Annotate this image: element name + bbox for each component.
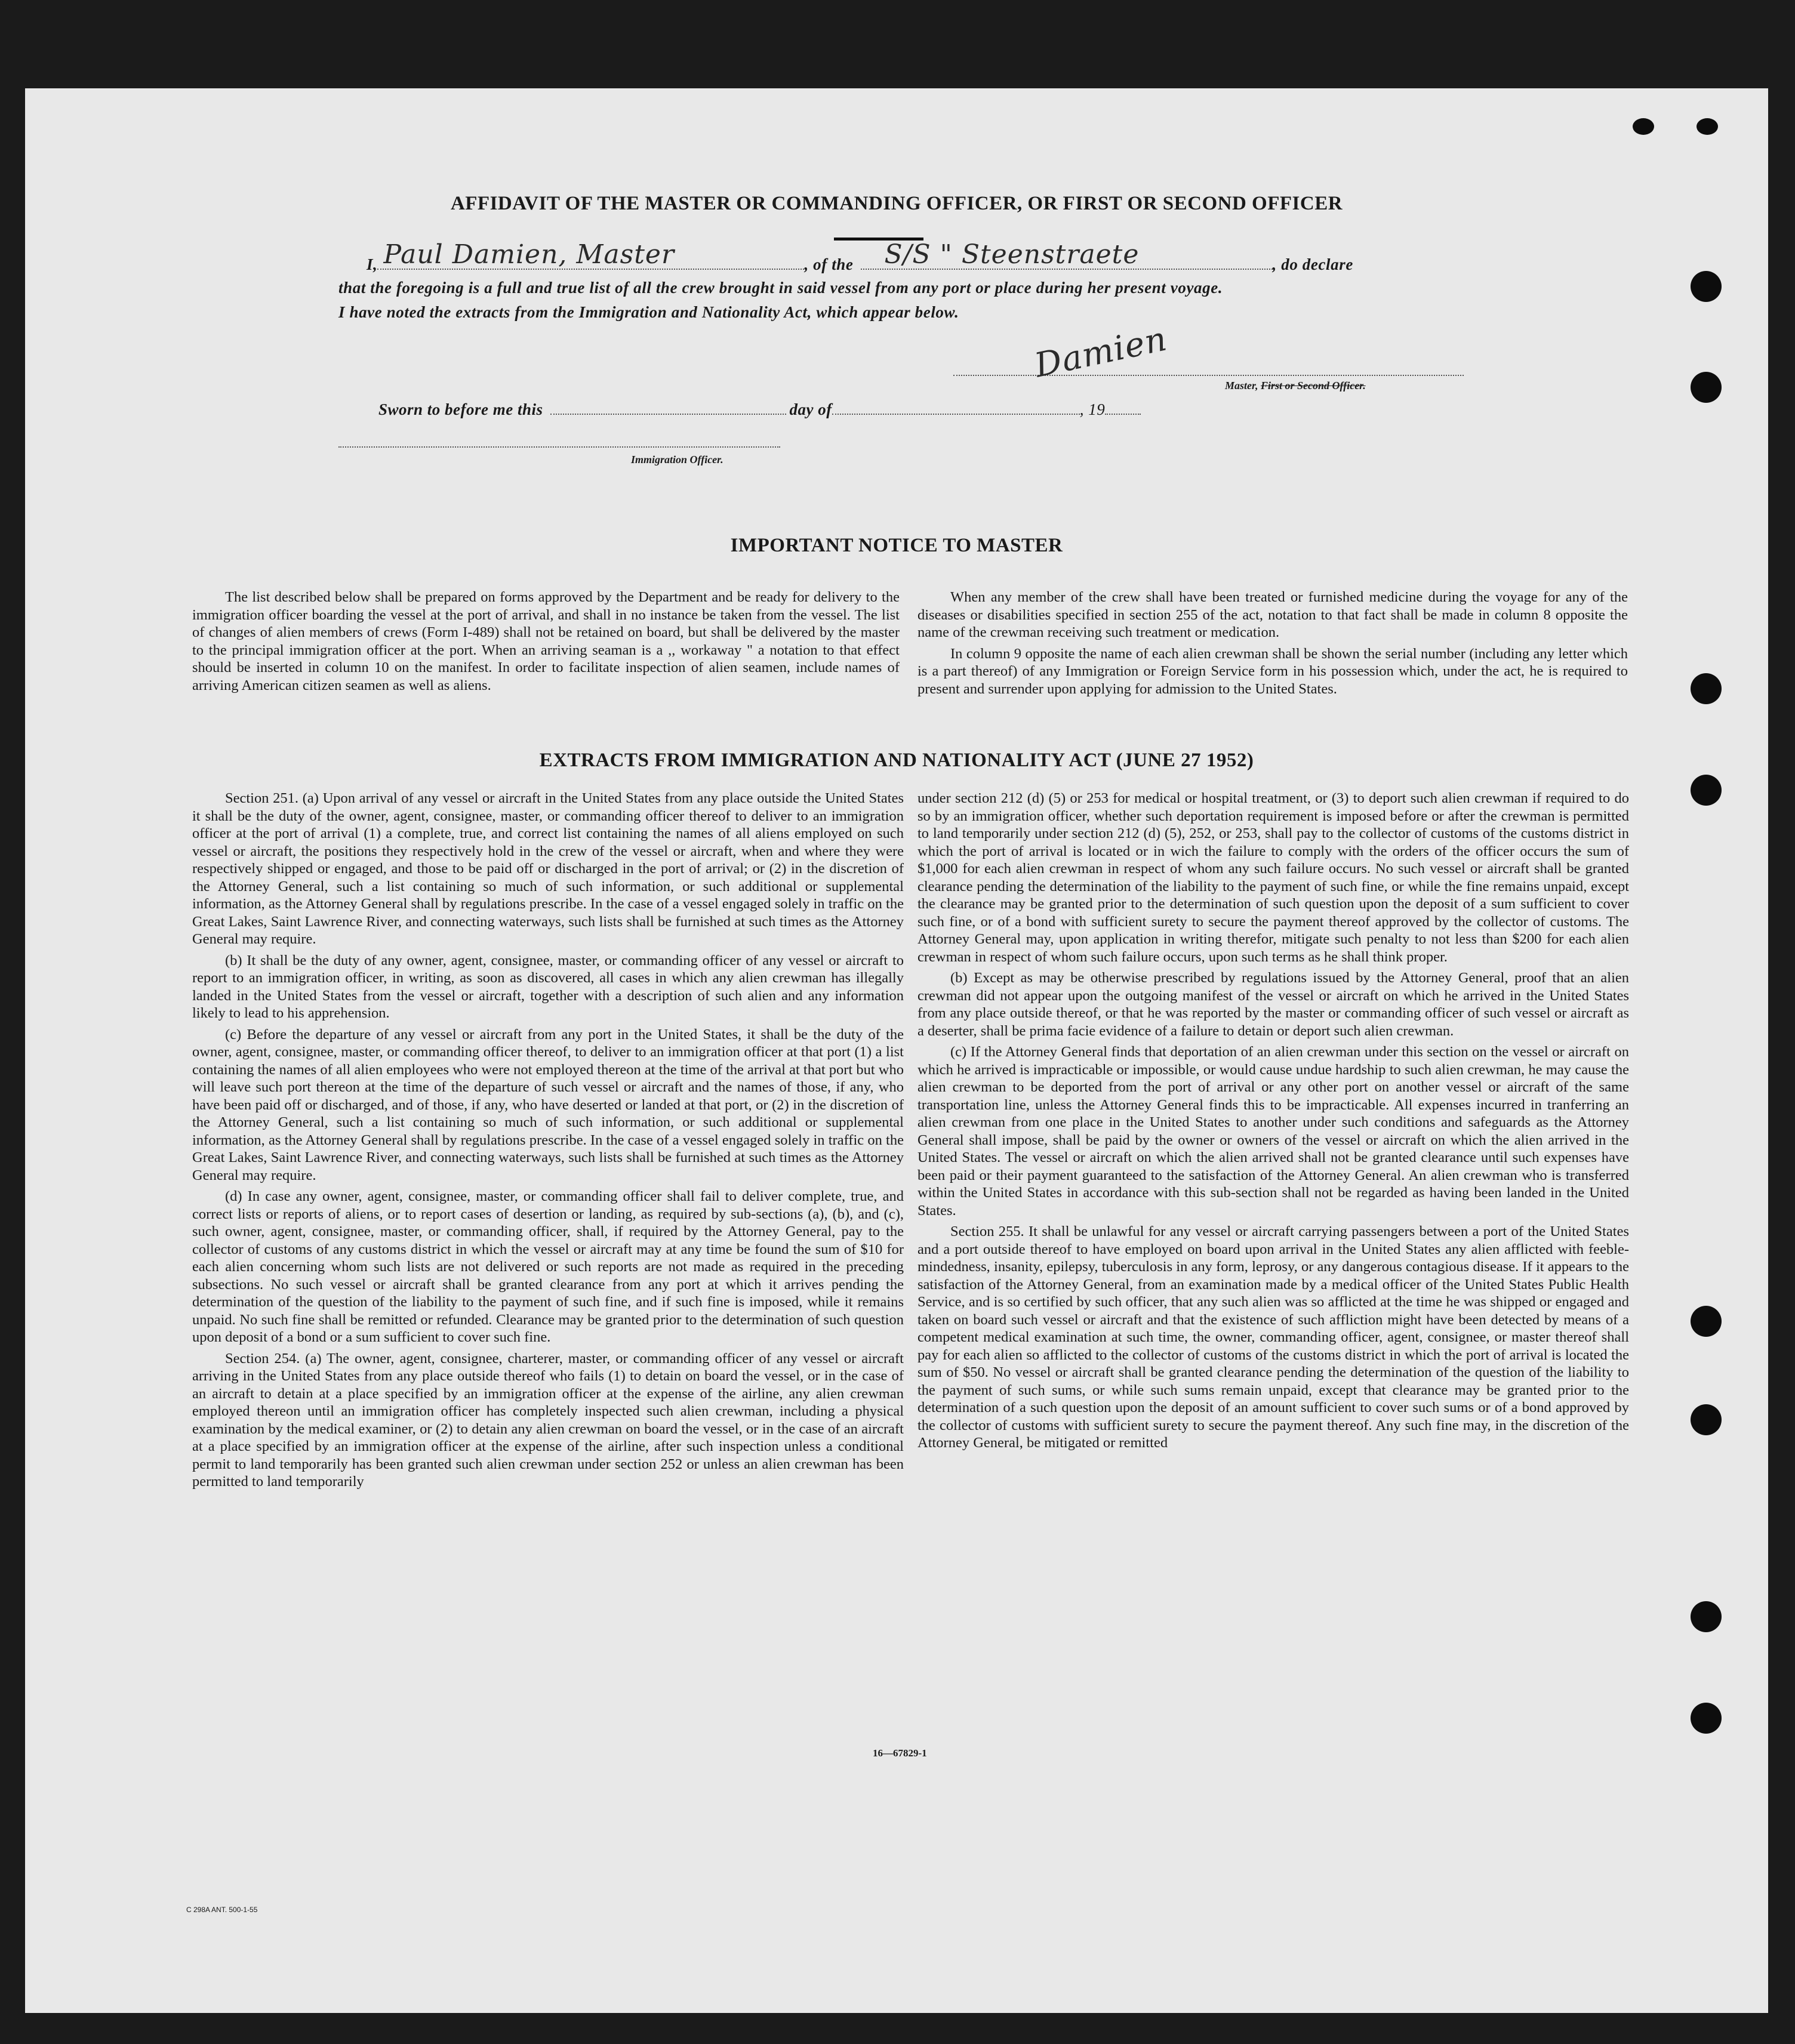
declaration-line-3: I have noted the extracts from the Immigration and Nationality Act, which appear below.: [338, 303, 959, 321]
extract-paragraph: Section 251. (a) Upon arrival of any vessel or aircraft in the United States from any place outside the United States it shall be the duty of the owner, agent, consignee, master, or commanding officer thereof to deliver to an immigration officer at the port of arrival (1) a complete, true, and correct list containing the names of all aliens employed on such vessel or aircraft, the positions they respectively hold in the crew of the vessel or aircraft, when and where they were respectively shipped or engaged, and those to be paid off or discharged in the port of arrival; or (2) in the discretion of the Attorney General, such a list containing so much of such information, or such additional or supplemental information, as the Attorney General shall by regulations prescribe. In the case of a vessel engaged solely in traffic on the Great Lakes, Saint Lawrence River, and connecting waterways, such lists shall be furnished at such times as the Attorney General may require.: [192, 790, 904, 947]
decl-prefix: I,: [367, 255, 378, 273]
punch-hole: [1691, 1601, 1722, 1632]
punch-hole: [1691, 1703, 1722, 1734]
notice-right-text-1: When any member of the crew shall have been treated or furnished medicine during the voyage for any of the diseases or disabilities specified in section 255 of the act, notation to that fact shall be made in column 8 opposite the name of the crewman receiving such treatment or medication.: [917, 589, 1628, 640]
extract-paragraph: (b) Except as may be otherwise prescribed by regulations issued by the Attorney General, proof that an alien crewman did not appear upon the outgoing manifest of the vessel or aircraft on which he arrived in the United States from any place outside thereof, or that he was reported by the master or commanding officer of such vessel or aircraft as a deserter, shall be prima facie evidence of a failure to detain or deport such alien crewman.: [917, 970, 1629, 1039]
struck-officer-label: First or Second Officer.: [1261, 380, 1366, 391]
year-text: , 19: [1079, 400, 1106, 418]
extract-paragraph: Section 255. It shall be unlawful for any vessel or aircraft carrying passengers between a port of the United States and a port outside thereof to have employed on board upon arrival in the United States any alien afflicted with feeble-mindedness, insanity, epilepsy, tuberculosis in any form, leprosy, or any dangerous contagious disease. If it appears to the satisfaction of the Attorney General, from an examination made by a medical officer of the United States Public Health Service, and is so certified by such officer, that any such alien was so afflicted at the time he was shipped or engaged and taken on board such vessel or aircraft and that the existence of such affliction might have been detected by means of a competent medical examination at such time, the owner, commanding officer, agent, consignee, or master thereof shall pay for each alien so afflicted to the collector of customs of the customs district in which the port of arrival is located the sum of $50. No vessel or aircraft shall be granted clearance pending the determination of the question of the liability to the payment of such sums, or while such sums remain unpaid, except that clearance may be granted prior to the determination of a such question upon the deposit of an amount sufficient to cover such sums or of a bond approved by the collector of customs with sufficient surety to secure the payment thereof. Any such fine may, in the discretion of the Attorney General, be mitigated or remitted: [917, 1223, 1629, 1451]
punch-hole: [1691, 372, 1722, 403]
document-page: [25, 88, 1768, 2013]
notice-left-column: [192, 588, 900, 698]
declaration-line-1: [338, 239, 1485, 274]
punch-hole: [1633, 118, 1654, 135]
sworn-month-field: [832, 396, 1080, 415]
sworn-text: Sworn to before me this: [378, 400, 543, 418]
extract-paragraph: Section 254. (a) The owner, agent, consignee, charterer, master, or commanding officer of any vessel or aircraft arriving in the United States from any place outside thereof who fails (1) to detain on board the vessel, or in the case of an aircraft to detain at a place specified by an immigration officer at the expense of the airline, any alien crewman employed thereon until an immigration officer has completely inspected such alien crewman, including a physical examination by the medical examiner, or (2) to detain any alien crewman on board the vessel, or in the case of an aircraft at a place specified by an immigration officer at the expense of the airline, after such inspection unless a conditional permit to land temporarily has been granted such alien crewman under section 252 or unless an alien crewman has been permitted to land temporarily: [192, 1350, 904, 1490]
day-of-text: day of: [789, 400, 832, 418]
handwritten-name: Paul Damien, Master: [383, 239, 675, 270]
declaration: [338, 239, 1485, 322]
punch-hole: [1697, 118, 1718, 135]
name-field: [377, 239, 804, 270]
handwritten-signature: Damien: [1031, 319, 1171, 386]
immigration-officer-label: Immigration Officer.: [631, 454, 723, 465]
notice-right-text-2: In column 9 opposite the name of each alien crewman shall be shown the serial number (including any letter which is a part thereof) of any Immigration or Foreign Service form in his possession which, under the act, he is required to present and surrender upon applying for admission to the United States.: [917, 645, 1628, 697]
notice-title: IMPORTANT NOTICE TO MASTER: [730, 535, 1063, 556]
sworn-year-field: [1105, 396, 1141, 415]
extracts-left-column: [192, 790, 904, 1494]
signature-line: [953, 375, 1464, 376]
signature-caption: [1225, 380, 1366, 392]
master-label: Master,: [1225, 380, 1258, 391]
affidavit-title: AFFIDAVIT OF THE MASTER OR COMMANDING OFFICER, OR FIRST OR SECOND OFFICER: [450, 193, 1343, 214]
sworn-line: [378, 396, 1250, 419]
extract-paragraph: (b) It shall be the duty of any owner, agent, consignee, master, or commanding officer of any vessel or aircraft to report to an immigration officer, in writing, as soon as discovered, all cases in which any alien crewman has illegally landed in the United States from the vessel or aircraft, together with a description of such alien and any information likely to lead to his apprehension.: [192, 952, 904, 1021]
officer-signature-line: [338, 446, 780, 448]
extract-paragraph: (c) If the Attorney General finds that deportation of an alien crewman under this section on the vessel or aircraft on which he arrived is impracticable or impossible, or would cause undue hardship to such alien crewman, he may cause the alien crewman to be deported from the port of arrival or any other port on another vessel or aircraft of the same transportation line, unless the Attorney General finds this to be impracticable. All expenses incurred in tranferring an alien crewman from one place in the United States to another under such conditions and safeguards as the Attorney General shall impose, shall be paid by the owner or owners of the vessel or aircraft on which the alien arrived in the United States. The vessel or aircraft on which the alien arrived shall not be granted clearance until such expenses have been paid or their payment guaranteed to the satisfaction of the Attorney General. An alien crewman who is transferred within the United States in accordance with this sub-section shall not be regarded as having been landed in the United States.: [917, 1044, 1629, 1219]
do-declare-text: , do declare: [1272, 255, 1353, 273]
extract-paragraph: (d) In case any owner, agent, consignee, master, or commanding officer shall fail to deliver complete, true, and correct lists or reports of aliens, or to report cases of desertion or landing, as required by sub-sections (a), (b), and (c), such owner, agent, consignee, master, or commanding officer, shall, if required by the Attorney General, pay to the collector of customs of any customs district in which the vessel or aircraft may at any time be found the sum of $10 for each alien concerning whom such lists are not delivered or such reports are not made as required in the preceding subsections. No such vessel or aircraft shall be granted clearance from any port at which it arrives pending the determination of the question of the liability to the payment of such fine, and if such fine is imposed, while it remains unpaid. No such fine shall be remitted or refunded. Clearance may be granted prior to the determination of such question upon deposit of a bond or a sum sufficient to cover such fine.: [192, 1188, 904, 1345]
extracts-title: EXTRACTS FROM IMMIGRATION AND NATIONALITY ACT (JUNE 27 1952): [539, 750, 1254, 771]
extract-paragraph: (c) Before the departure of any vessel or aircraft from any port in the United States, it shall be the duty of the owner, agent, consignee, master, or commanding officer thereof, to deliver to an immigration officer at that port (1) a list containing the names of all alien employees who were not employed thereon at the time of the arrival at that port but who will leave such port thereon at the time of the departure of such vessel or aircraft and the names of those, if any, who have been paid off or discharged, and of those, if any, who have deserted or landed at that port, or (2) in the discretion of the Attorney General, such a list containing so much of such information, or such additional or supplemental information, as the Attorney General shall by regulations prescribe. In the case of a vessel engaged solely in traffic on the Great Lakes, Saint Lawrence River, and connecting waterways, such lists shall be furnished at such times as the Attorney General may require.: [192, 1026, 904, 1183]
form-number: 16—67829-1: [873, 1747, 927, 1759]
punch-hole: [1691, 1404, 1722, 1435]
punch-hole: [1691, 271, 1722, 302]
of-the-text: , of the: [804, 255, 854, 273]
vessel-field: [861, 239, 1273, 270]
print-code: C 298A ANT. 500-1-55: [186, 1906, 258, 1914]
punch-hole: [1691, 673, 1722, 704]
notice-left-text: The list described below shall be prepared on forms approved by the Department and be ready for delivery to the immigration officer boarding the vessel at the port of arrival, and shall in no instance be taken from the vessel. The list of changes of alien members of crews (Form I-489) shall not be retained on board, but shall be delivered by the master to the principal immigration officer at the port. When an arriving seaman is a ,, workaway " a notation to that effect should be inserted in column 10 on the manifest. In order to facilitate inspection of alien seamen, include names of arriving American citizen seamen as well as aliens.: [192, 589, 900, 693]
extract-paragraph: under section 212 (d) (5) or 253 for medical or hospital treatment, or (3) to deport such alien crewman if required to do so by an immigration officer, whether such deportation requirement is imposed before or after the crewman is permitted to land temporarily under section 212 (d) (5), 252, or 253, shall pay to the collector of customs of the customs district in which the port of arrival is located or in wich the failure to comply with the orders of the officer occurs the sum of $1,000 for each alien crewman in respect of whom any such failure occurs. No such vessel or aircraft shall be granted clearance pending the determination of the liability to the payment of such fine, or while the fine remains unpaid, except the clearance may be granted prior to the determination of such question upon the deposit of a sum sufficient to cover such fine, or of a bond with sufficient surety to secure the payment thereof approved by the collector of customs. The Attorney General may, upon application in writing therefor, mitigate such penalty to not less than $200 for each alien crewman in respect of whom such failure occurs, upon such terms as he shall think proper.: [917, 790, 1629, 965]
notice-right-column: [917, 588, 1628, 701]
declaration-line-2: that the foregoing is a full and true list of all the crew brought in said vessel from any port or place during her present voyage.: [338, 279, 1223, 297]
sworn-day-field: [550, 396, 786, 415]
punch-hole: [1691, 1306, 1722, 1337]
punch-hole: [1691, 775, 1722, 806]
extracts-right-column: [917, 790, 1629, 1456]
handwritten-vessel: S/S " Steenstraete: [884, 239, 1140, 270]
